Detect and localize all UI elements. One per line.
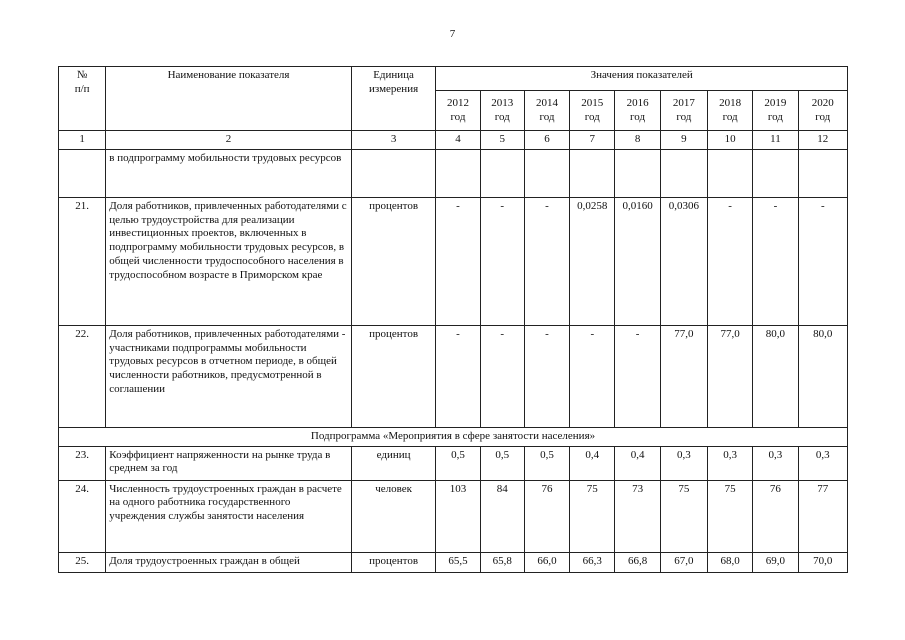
value-2019: 76 — [753, 480, 798, 552]
year-number: 2016 — [626, 96, 649, 109]
unit: человек — [351, 480, 436, 552]
indicator-name: Доля работников, привлеченных работодателями - участниками подпрограммы мобильности трудовых ресурсов в отчетном периоде, в общей численности работников, предусмотренной в соглашении — [106, 325, 352, 427]
year-number: 2020 — [811, 96, 834, 109]
section-body — [59, 427, 848, 446]
section-row — [59, 427, 848, 446]
header-year-2013 — [480, 91, 524, 131]
value-2018: 75 — [707, 480, 752, 552]
column-index-4: 4 — [436, 131, 480, 150]
header-year-2012 — [436, 91, 480, 131]
header-num: № п/п — [59, 67, 106, 131]
header-year-2019 — [753, 91, 798, 131]
year-suffix: год — [767, 110, 783, 123]
column-index-9: 9 — [660, 131, 707, 150]
row-number: 25. — [59, 552, 106, 572]
indicators-table — [58, 66, 848, 573]
value-2014: 66,0 — [524, 552, 569, 572]
value-2020: 77 — [798, 480, 847, 552]
table-row — [59, 197, 848, 325]
year-number: 2019 — [764, 96, 787, 109]
column-index-2: 2 — [106, 131, 352, 150]
value-2015: - — [570, 325, 615, 427]
column-index-10: 10 — [707, 131, 752, 150]
indicator-name: Численность трудоустроенных граждан в расчете на одного работника государственного учреждения службы занятости населения — [106, 480, 352, 552]
year-suffix: год — [539, 110, 555, 123]
header-year-2015 — [570, 91, 615, 131]
value-2020: - — [798, 197, 847, 325]
table-row — [59, 446, 848, 480]
value-2012: - — [436, 197, 480, 325]
value-2013 — [480, 149, 524, 197]
value-2015: 75 — [570, 480, 615, 552]
section-title: Подпрограмма «Мероприятия в сфере занятости населения» — [59, 427, 848, 446]
header-year-2017 — [660, 91, 707, 131]
column-index-6: 6 — [524, 131, 569, 150]
unit: единиц — [351, 446, 436, 480]
value-2016: 0,4 — [615, 446, 660, 480]
table-row — [59, 480, 848, 552]
row-number: 22. — [59, 325, 106, 427]
column-index-5: 5 — [480, 131, 524, 150]
value-2013: 65,8 — [480, 552, 524, 572]
year-suffix: год — [494, 110, 510, 123]
value-2014: 0,5 — [524, 446, 569, 480]
value-2012: 65,5 — [436, 552, 480, 572]
value-2015 — [570, 149, 615, 197]
column-index-3: 3 — [351, 131, 436, 150]
value-2019: - — [753, 197, 798, 325]
value-2018: - — [707, 197, 752, 325]
year-suffix: год — [450, 110, 466, 123]
value-2012: 103 — [436, 480, 480, 552]
unit — [351, 149, 436, 197]
value-2016: 73 — [615, 480, 660, 552]
indicator-name: в подпрограмму мобильности трудовых ресурсов — [106, 149, 352, 197]
table-body-2 — [59, 446, 848, 572]
value-2017: 0,0306 — [660, 197, 707, 325]
year-suffix: год — [630, 110, 646, 123]
row-number: 23. — [59, 446, 106, 480]
header-year-2020 — [798, 91, 847, 131]
value-2016: 0,0160 — [615, 197, 660, 325]
value-2012 — [436, 149, 480, 197]
year-suffix: год — [676, 110, 692, 123]
table-row — [59, 149, 848, 197]
value-2013: 84 — [480, 480, 524, 552]
value-2014: - — [524, 325, 569, 427]
column-index-11: 11 — [753, 131, 798, 150]
row-number: 24. — [59, 480, 106, 552]
header-unit: Единица измерения — [351, 67, 436, 131]
value-2020: 0,3 — [798, 446, 847, 480]
unit: процентов — [351, 197, 436, 325]
value-2015: 66,3 — [570, 552, 615, 572]
value-2014: 76 — [524, 480, 569, 552]
value-2019 — [753, 149, 798, 197]
value-2017: 67,0 — [660, 552, 707, 572]
year-number: 2012 — [446, 96, 469, 109]
column-index-1: 1 — [59, 131, 106, 150]
column-index-8: 8 — [615, 131, 660, 150]
value-2014 — [524, 149, 569, 197]
table-body-1 — [59, 149, 848, 427]
value-2014: - — [524, 197, 569, 325]
year-suffix: год — [722, 110, 738, 123]
row-number — [59, 149, 106, 197]
year-number: 2014 — [536, 96, 558, 109]
value-2020: 70,0 — [798, 552, 847, 572]
value-2019: 80,0 — [753, 325, 798, 427]
year-number: 2015 — [581, 96, 604, 109]
header-values: Значения показателей — [436, 67, 848, 91]
value-2013: 0,5 — [480, 446, 524, 480]
header-year-2018 — [707, 91, 752, 131]
year-number: 2017 — [672, 96, 695, 109]
unit: процентов — [351, 552, 436, 572]
indicator-name: Коэффициент напряженности на рынке труда в среднем за год — [106, 446, 352, 480]
table-header — [59, 67, 848, 150]
table-row — [59, 325, 848, 427]
value-2017 — [660, 149, 707, 197]
value-2020 — [798, 149, 847, 197]
value-2019: 0,3 — [753, 446, 798, 480]
value-2017: 77,0 — [660, 325, 707, 427]
value-2012: - — [436, 325, 480, 427]
indicator-name: Доля трудоустроенных граждан в общей — [106, 552, 352, 572]
indicator-name: Доля работников, привлеченных работодателями с целью трудоустройства для реализации инвестиционных проектов, включенных в подпрограмму мобильности трудовых ресурсов, в общей численности трудоспособного населения в трудоспособном возрасте в Приморском крае — [106, 197, 352, 325]
value-2012: 0,5 — [436, 446, 480, 480]
header-name: Наименование показателя — [106, 67, 352, 131]
table-row — [59, 552, 848, 572]
header-year-2016 — [615, 91, 660, 131]
column-index-12: 12 — [798, 131, 847, 150]
value-2016: - — [615, 325, 660, 427]
row-number: 21. — [59, 197, 106, 325]
year-suffix: год — [584, 110, 600, 123]
value-2017: 75 — [660, 480, 707, 552]
year-number: 2018 — [719, 96, 742, 109]
value-2018 — [707, 149, 752, 197]
value-2018: 77,0 — [707, 325, 752, 427]
value-2018: 0,3 — [707, 446, 752, 480]
value-2013: - — [480, 197, 524, 325]
value-2013: - — [480, 325, 524, 427]
unit: процентов — [351, 325, 436, 427]
value-2016: 66,8 — [615, 552, 660, 572]
year-number: 2013 — [491, 96, 514, 109]
year-suffix: год — [815, 110, 831, 123]
column-index-7: 7 — [570, 131, 615, 150]
value-2020: 80,0 — [798, 325, 847, 427]
value-2016 — [615, 149, 660, 197]
value-2019: 69,0 — [753, 552, 798, 572]
page-number: 7 — [449, 28, 456, 40]
value-2018: 68,0 — [707, 552, 752, 572]
value-2015: 0,4 — [570, 446, 615, 480]
value-2017: 0,3 — [660, 446, 707, 480]
value-2015: 0,0258 — [570, 197, 615, 325]
header-year-2014 — [524, 91, 569, 131]
